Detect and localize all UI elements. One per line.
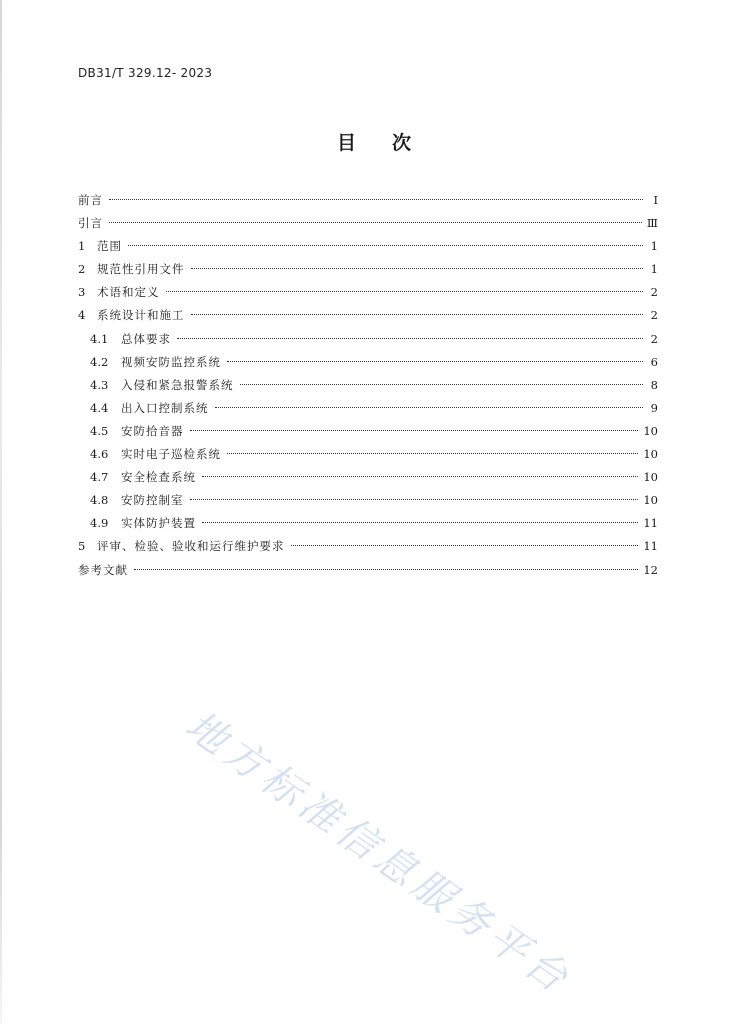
toc-entry-label: 实体防护装置	[121, 516, 196, 531]
toc-entry-page: 10	[643, 470, 658, 485]
toc-entry-number: 2	[78, 262, 86, 277]
toc-dot-leader	[190, 430, 639, 431]
toc-entry[interactable]	[78, 304, 658, 327]
toc-dot-leader	[190, 499, 639, 500]
toc-entry[interactable]	[78, 443, 658, 466]
toc-entry-number: 4.8	[90, 493, 109, 508]
toc-entry-label: 视频安防监控系统	[121, 354, 221, 369]
toc-entry[interactable]	[78, 328, 658, 351]
document-code: DB31/T 329.12- 2023	[78, 66, 213, 80]
toc-entry[interactable]	[78, 258, 658, 281]
toc-entry-page: 1	[650, 239, 658, 254]
toc-entry[interactable]	[78, 559, 658, 582]
toc-entry-page: 12	[643, 562, 658, 577]
toc-entry-number: 4.5	[90, 423, 109, 438]
toc-entry-label: 评审、检验、验收和运行维护要求	[97, 539, 285, 554]
toc-entry-page: 2	[650, 331, 658, 346]
toc-entry-label: 入侵和紧急报警系统	[121, 377, 234, 392]
toc-entry-label: 范围	[97, 239, 122, 254]
toc-dot-leader	[109, 199, 643, 200]
toc-entry-page: 1	[650, 262, 658, 277]
toc-dot-leader	[202, 476, 638, 477]
toc-entry-label: 系统设计和施工	[97, 308, 185, 323]
toc-entry[interactable]	[78, 466, 658, 489]
toc-entry[interactable]	[78, 351, 658, 374]
toc-entry-label: 出入口控制系统	[121, 400, 209, 415]
toc-entry-number: 4.3	[90, 377, 109, 392]
toc-entry-label: 安全检查系统	[121, 470, 196, 485]
toc-dot-leader	[177, 338, 643, 339]
toc-entry-label: 安防拾音器	[121, 423, 184, 438]
toc-dot-leader	[227, 361, 643, 362]
toc-dot-leader	[227, 453, 638, 454]
toc-entry-label: 安防控制室	[121, 493, 184, 508]
toc-entry-page: 11	[643, 539, 658, 554]
toc-entry-page: 2	[650, 308, 658, 323]
toc-entry-page: 11	[643, 516, 658, 531]
toc-dot-leader	[191, 314, 644, 315]
toc-entry-number: 4.9	[90, 516, 109, 531]
toc-dot-leader	[191, 268, 644, 269]
toc-entry[interactable]	[78, 212, 658, 235]
toc-entry-number: 4.2	[90, 354, 109, 369]
toc-entry-number: 4.1	[90, 331, 109, 346]
toc-dot-leader	[109, 222, 642, 223]
toc-entry-page: Ⅲ	[646, 216, 658, 231]
toc-entry-label: 术语和定义	[97, 285, 160, 300]
toc-entry[interactable]	[78, 374, 658, 397]
toc-entry[interactable]	[78, 189, 658, 212]
toc-entry-label: 总体要求	[121, 331, 171, 346]
toc-entry-label: 实时电子巡检系统	[121, 447, 221, 462]
toc-entry-number: 4.7	[90, 470, 109, 485]
toc-entry[interactable]	[78, 535, 658, 558]
toc-dot-leader	[134, 569, 638, 570]
toc-entry[interactable]	[78, 397, 658, 420]
toc-entry[interactable]	[78, 420, 658, 443]
toc-entry-number: 4.6	[90, 447, 109, 462]
toc-entry-page: 8	[650, 377, 658, 392]
toc-entry-page: 10	[643, 493, 658, 508]
toc-dot-leader	[215, 407, 644, 408]
toc-entry-number: 4.4	[90, 400, 109, 415]
toc-entry-number: 5	[78, 539, 86, 554]
toc-entry-label: 前言	[78, 193, 103, 207]
toc-dot-leader	[128, 245, 643, 246]
toc-title: 目次	[336, 132, 447, 154]
toc-entry-page: 6	[650, 354, 658, 369]
toc-entry-page: 10	[643, 423, 658, 438]
toc-entry[interactable]	[78, 512, 658, 535]
toc-entry-label: 规范性引用文件	[97, 262, 185, 277]
toc-dot-leader	[166, 291, 644, 292]
toc-entry-label: 参考文献	[78, 562, 128, 577]
toc-entry-number: 1	[78, 239, 86, 254]
toc-entry-page: 10	[643, 447, 658, 462]
toc-entry-page: Ⅰ	[653, 193, 658, 207]
toc-entry-page: 9	[650, 400, 658, 415]
table-of-contents	[78, 189, 658, 582]
toc-entry-number: 4	[78, 308, 86, 323]
toc-entry[interactable]	[78, 281, 658, 304]
toc-entry[interactable]	[78, 235, 658, 258]
toc-entry[interactable]	[78, 489, 658, 512]
toc-dot-leader	[240, 384, 644, 385]
toc-dot-leader	[291, 545, 639, 546]
toc-dot-leader	[202, 522, 638, 523]
watermark: 地方标准信息服务平台	[176, 702, 580, 1005]
toc-entry-page: 2	[650, 285, 658, 300]
toc-entry-number: 3	[78, 285, 86, 300]
toc-entry-label: 引言	[78, 216, 103, 231]
